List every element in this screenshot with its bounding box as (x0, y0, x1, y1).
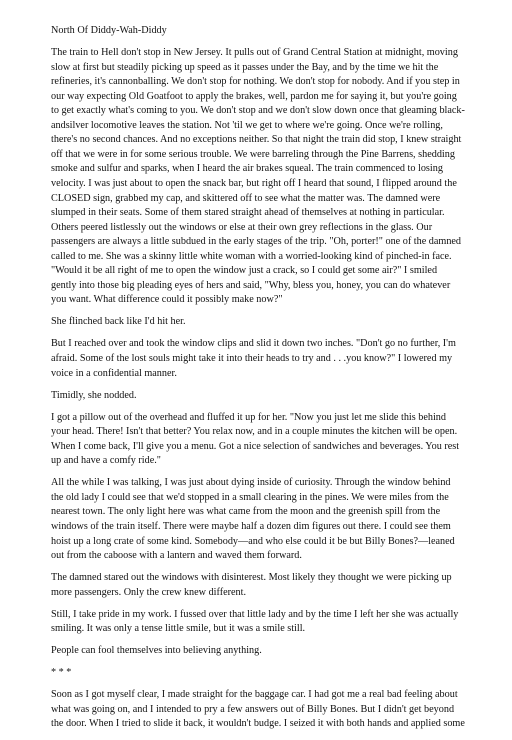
paragraph: The damned stared out the windows with disinterest. Most likely they thought we were picking up more passengers. Only the crew knew different. (51, 572, 452, 598)
paragraph: But I reached over and took the window clips and slid it down two inches. "Don't go no further, I'm afraid. Some of the lost souls might take it into their heads to try and . . .you know?" I lowered my voice in a confidential manner. (51, 338, 456, 379)
story-title: North Of Diddy-Wah-Diddy (51, 25, 167, 36)
paragraph: Still, I take pride in my work. I fussed over that little lady and by the time I left her she was actually smiling. It was only a tense little smile, but it was a smile still. (51, 608, 459, 635)
paragraph: Timidly, she nodded. (51, 389, 137, 401)
paragraph: She flinched back like I'd hit her. (51, 316, 186, 328)
paragraph: The train to Hell don't stop in New Jersey. It pulls out of Grand Central Station at midnight, moving slow at first but steadily picking up speed as it passes under the Bay, and by the time we hit the refineries, it's cannonballing. We don't stop for nothing. We don't stop for nobody. And if you step in our way expecting Old Goatfoot to apply the brakes, well, pardon me for saying it, but you're going to get exactly what's coming to you. We don't stop and we don't slow down once that gleaming black-andsilver locomotive leaves the station. Not 'til we get to where we're going. Once we're rolling, there's no second chances. And no exceptions neither. So that night the train did stop, I knew straight off that we were in for some serious trouble. We were barreling through the Pine Barrens, shedding smoke and sulfur and sparks, when I heard the air brakes squeal. The train commenced to losing velocity. I was just about to open the snack bar, but right off I heard that sound, I flipped around the CLOSED sign, grabbed my cap, and skittered off to see what the matter was. The damned were slumped in their seats. Some of them stared straight ahead of themselves at nothing in particular. Others peered listlessly out the windows or else at their own grey reflections in the glass. Our passengers are always a little subdued in the early stages of the trip. "Oh, porter!" one of the damned called to me. She was a skinny little white woman with a worried-looking kind of pinched-in face. "Would it be all right of me to open the window just a crack, so I could get some air?" I smiled gently into those big pleading eyes of hers and said, "Why, bless you, honey, you can do whatever you want. What difference could it possibly make now?" (51, 47, 465, 306)
paragraph: Soon as I got myself clear, I made straight for the baggage car. I had got me a real bad feeling about what was going on, and I intended to pry a few answers out of Billy Bones. But I didn't get beyond the door. When I tried to slide it back, it wouldn't budge. I seized it with both hands and applied some (51, 689, 465, 730)
paragraph: People can fool themselves into believing anything. (51, 645, 262, 657)
document-page (51, 24, 465, 740)
paragraph: All the while I was talking, I was just about dying inside of curiosity. Through the window behind the old lady I could see that we'd stopped in a small clearing in the pines. We were miles from the nearest town. The only light here was what came from the moon and the greenish spill from the windows of the train itself. There were maybe half a dozen dim figures out there. I could see them hoist up a long crate of some kind. Somebody—and who else could it be but Billy Bones?—leaned out from the caboose with a lantern and waved them forward. (51, 477, 455, 562)
paragraph: I got a pillow out of the overhead and fluffed it up for her. "Now you just let me slide this behind your head. There! Isn't that better? You relax now, and in a couple minutes the kitchen will be open. When I come back, I'll give you a menu. Got a nice selection of sandwiches and beverages. You rest up and have a comfy ride." (51, 411, 460, 467)
section-break: * * * (51, 667, 72, 679)
